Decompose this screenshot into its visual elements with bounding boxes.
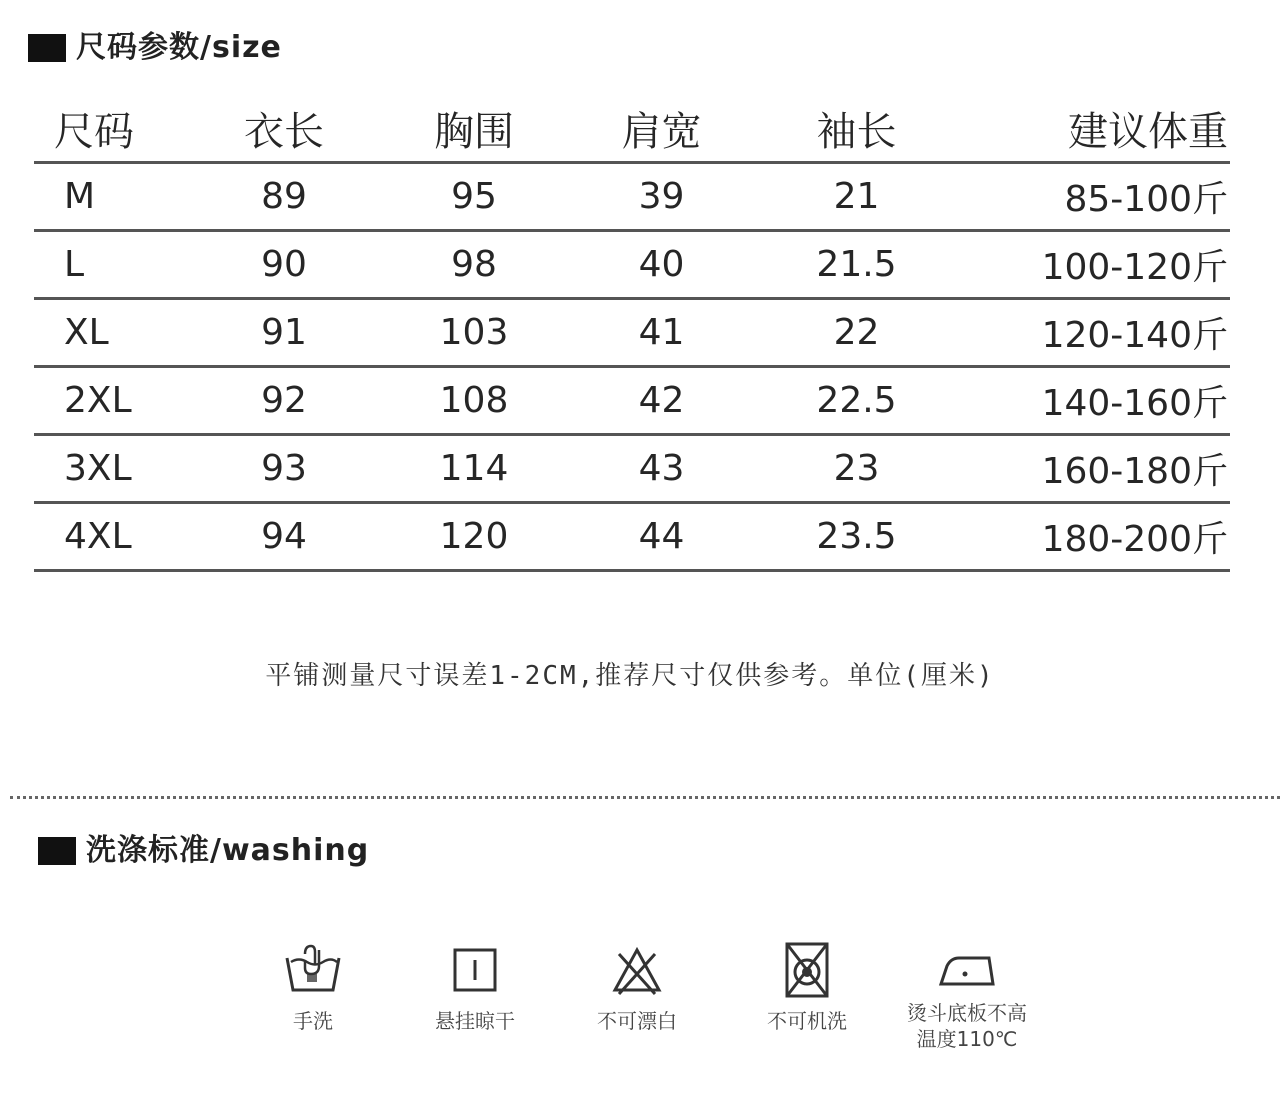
cell-length: 94: [184, 502, 384, 570]
cell-sleeve: 21.5: [759, 230, 954, 298]
cell-sleeve: 23: [759, 434, 954, 502]
wash-label: 烫斗底板不高: [907, 1001, 1027, 1025]
wash-icons-row: [0, 940, 1280, 1070]
cell-size: 3XL: [34, 434, 184, 502]
cell-length: 92: [184, 366, 384, 434]
cell-size: 2XL: [34, 366, 184, 434]
cell-shoulder: 42: [564, 366, 759, 434]
table-row: [34, 502, 1230, 570]
cell-weight: 120-140斤: [954, 298, 1230, 366]
wash-label-line2: 温度110℃: [916, 1027, 1018, 1051]
cell-chest: 95: [384, 162, 564, 230]
cell-chest: 108: [384, 366, 564, 434]
cell-weight: 160-180斤: [954, 434, 1230, 502]
table-row: [34, 366, 1230, 434]
measurement-note: 平铺测量尺寸误差1-2CM,推荐尺寸仅供参考。单位(厘米): [265, 661, 995, 691]
table-row: [34, 230, 1230, 298]
cell-size: L: [34, 230, 184, 298]
no-machine-wash-icon: [775, 940, 839, 1000]
header-shoulder: 肩宽: [564, 96, 759, 162]
cell-size: XL: [34, 298, 184, 366]
no-bleach-icon: [605, 940, 669, 1000]
header-sleeve: 袖长: [759, 96, 954, 162]
iron-icon: [935, 940, 999, 1000]
size-section-title: 尺码参数/size: [76, 30, 282, 65]
wash-label: 不可机洗: [767, 1009, 847, 1033]
size-table: [34, 96, 1230, 572]
cell-sleeve: 23.5: [759, 502, 954, 570]
wash-item-hang: [395, 940, 555, 1034]
header-size: 尺码: [34, 96, 184, 162]
wash-section-heading: [38, 833, 370, 868]
cell-sleeve: 21: [759, 162, 954, 230]
cell-weight: 100-120斤: [954, 230, 1230, 298]
wash-item-no-machine-wash: [727, 940, 887, 1034]
heading-square-icon: [38, 837, 76, 865]
header-length: 衣长: [184, 96, 384, 162]
cell-sleeve: 22: [759, 298, 954, 366]
size-section-heading: [28, 30, 282, 65]
wash-label: 手洗: [293, 1009, 333, 1033]
cell-length: 93: [184, 434, 384, 502]
cell-chest: 114: [384, 434, 564, 502]
table-row: [34, 434, 1230, 502]
cell-chest: 120: [384, 502, 564, 570]
cell-chest: 98: [384, 230, 564, 298]
dotted-divider: [10, 796, 1280, 799]
cell-sleeve: 22.5: [759, 366, 954, 434]
size-table-header-row: [34, 96, 1230, 162]
table-row: [34, 162, 1230, 230]
cell-length: 89: [184, 162, 384, 230]
cell-shoulder: 40: [564, 230, 759, 298]
cell-shoulder: 41: [564, 298, 759, 366]
cell-size: M: [34, 162, 184, 230]
cell-shoulder: 44: [564, 502, 759, 570]
wash-item-no-bleach: [557, 940, 717, 1034]
cell-chest: 103: [384, 298, 564, 366]
cell-length: 90: [184, 230, 384, 298]
hang-dry-icon: [443, 940, 507, 1000]
wash-item-iron: [887, 940, 1047, 1052]
hand-wash-icon: [281, 940, 345, 1000]
cell-shoulder: 39: [564, 162, 759, 230]
table-row: [34, 298, 1230, 366]
wash-section-title: 洗涤标准/washing: [86, 833, 370, 868]
cell-shoulder: 43: [564, 434, 759, 502]
cell-weight: 85-100斤: [954, 162, 1230, 230]
cell-weight: 140-160斤: [954, 366, 1230, 434]
wash-label: 悬挂晾干: [435, 1009, 515, 1033]
cell-size: 4XL: [34, 502, 184, 570]
header-weight: 建议体重: [954, 96, 1230, 162]
wash-label: 不可漂白: [597, 1009, 677, 1033]
header-chest: 胸围: [384, 96, 564, 162]
cell-weight: 180-200斤: [954, 502, 1230, 570]
cell-length: 91: [184, 298, 384, 366]
heading-square-icon: [28, 34, 66, 62]
wash-item-hand: [233, 940, 393, 1034]
